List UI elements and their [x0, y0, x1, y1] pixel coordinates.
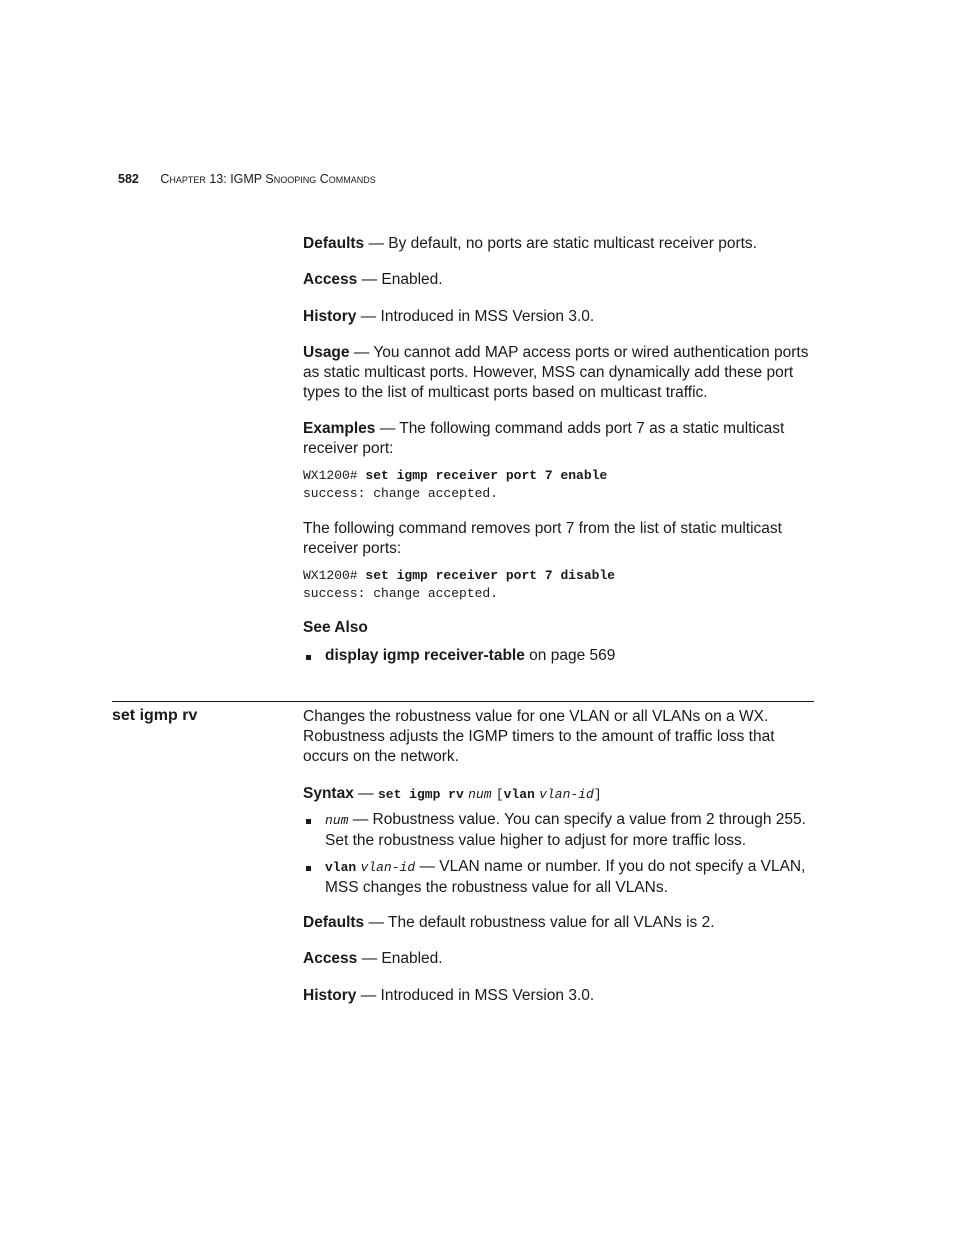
- rv-access-label: Access: [303, 950, 358, 967]
- usage-text: — You cannot add MAP access ports or wired authentication ports as static multicast ports. However, MSS can dynamically add these port types to the list of multicast ports based on multicast traffic.: [303, 344, 809, 401]
- see-also-link[interactable]: display igmp receiver-table: [325, 647, 525, 664]
- access-label: Access: [303, 271, 358, 288]
- history-paragraph: [303, 307, 815, 327]
- param-vlan-keyword: vlan: [325, 860, 357, 875]
- rv-history-text: — Introduced in MSS Version 3.0.: [356, 987, 595, 1004]
- syntax-bracket-close: ]: [593, 787, 602, 802]
- param-vlan-argument: vlan-id: [360, 860, 416, 875]
- access-paragraph: [303, 270, 815, 290]
- param-vlan-item: [303, 857, 815, 898]
- ex1-output: success: change accepted.: [303, 486, 499, 501]
- history-label: History: [303, 308, 357, 325]
- example-2-code: [303, 567, 815, 603]
- rv-access-paragraph: [303, 949, 815, 969]
- syntax-dash: —: [353, 785, 378, 802]
- chapter-title: Chapter 13: IGMP Snooping Commands: [160, 172, 376, 186]
- see-also-heading: See Also: [303, 619, 368, 636]
- example-2-intro: The following command removes port 7 from the list of static multicast receiver ports:: [303, 520, 782, 557]
- section-title: set igmp rv: [112, 707, 198, 724]
- rv-defaults-paragraph: [303, 913, 815, 933]
- rv-defaults-label: Defaults: [303, 914, 365, 931]
- syntax-vlan-argument: vlan-id: [539, 787, 594, 802]
- ex2-command: set igmp receiver port 7 disable: [365, 568, 616, 583]
- syntax-bracket-open: [: [495, 787, 504, 802]
- example-1-code: [303, 467, 815, 503]
- syntax-vlan-keyword: vlan: [503, 787, 535, 802]
- syntax-command: set igmp rv: [377, 787, 464, 802]
- param-num-name: num: [325, 813, 349, 828]
- syntax-label: Syntax: [303, 785, 354, 802]
- syntax-argument: num: [468, 787, 492, 802]
- rv-history-label: History: [303, 987, 357, 1004]
- defaults-paragraph: [303, 234, 815, 254]
- usage-paragraph: [303, 343, 815, 403]
- examples-text: — The following command adds port 7 as a static multicast receiver port:: [303, 420, 785, 457]
- page-number: 582: [118, 172, 139, 186]
- defaults-text: — By default, no ports are static multicast receiver ports.: [364, 235, 757, 252]
- running-header: [118, 172, 376, 186]
- param-vlan-text: — VLAN name or number. If you do not specify a VLAN, MSS changes the robustness value for all VLANs.: [325, 858, 806, 896]
- history-text: — Introduced in MSS Version 3.0.: [356, 308, 595, 325]
- ex1-prompt: WX1200#: [303, 468, 366, 483]
- see-also-page: on page 569: [524, 647, 616, 664]
- examples-paragraph: [303, 419, 815, 459]
- access-text: — Enabled.: [357, 271, 443, 288]
- ex2-prompt: WX1200#: [303, 568, 366, 583]
- param-num-text: — Robustness value. You can specify a value from 2 through 255. Set the robustness value higher to adjust for more traffic loss.: [325, 811, 806, 849]
- usage-label: Usage: [303, 344, 350, 361]
- rv-history-paragraph: [303, 986, 815, 1006]
- ex2-output: success: change accepted.: [303, 586, 499, 601]
- rv-defaults-text: — The default robustness value for all VLANs is 2.: [364, 914, 715, 931]
- see-also-item: [303, 646, 815, 666]
- examples-label: Examples: [303, 420, 376, 437]
- param-num-item: [303, 810, 815, 851]
- section-description: Changes the robustness value for one VLAN or all VLANs on a WX. Robustness adjusts the IGMP timers to the amount of traffic loss that occurs on the network.: [303, 708, 775, 765]
- syntax-paragraph: [303, 784, 815, 805]
- section-divider: [112, 701, 814, 702]
- ex1-command: set igmp receiver port 7 enable: [365, 468, 608, 483]
- rv-access-text: — Enabled.: [357, 950, 443, 967]
- defaults-label: Defaults: [303, 235, 365, 252]
